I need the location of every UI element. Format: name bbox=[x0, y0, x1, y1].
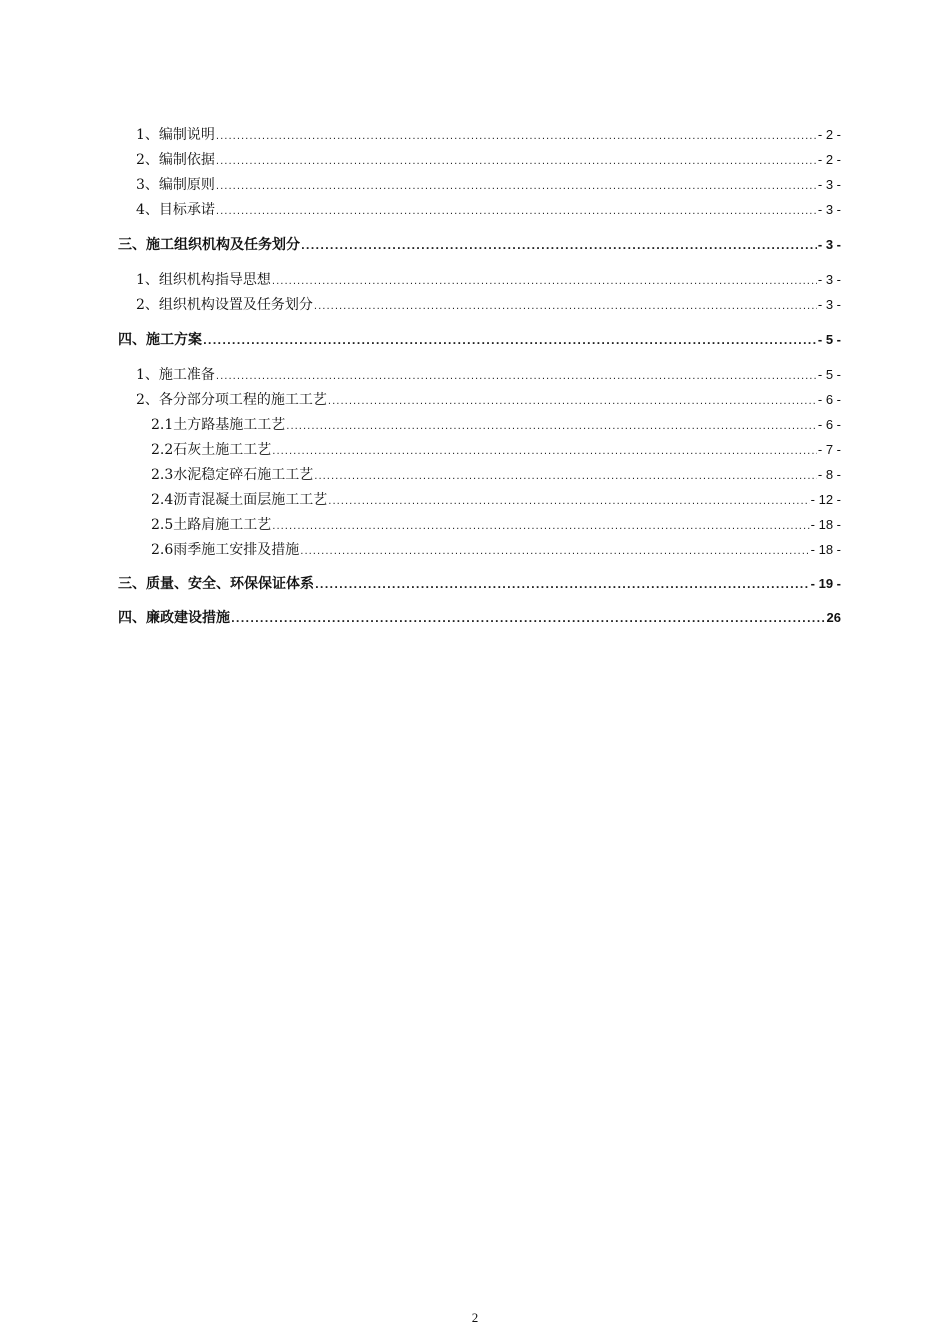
toc-entry-page: - 3 - bbox=[817, 297, 841, 312]
toc-subentry[interactable] bbox=[151, 539, 841, 561]
toc-entry-page: - 2 - bbox=[817, 127, 841, 142]
toc-entry-page: - 3 - bbox=[817, 177, 841, 192]
toc-entry-label: 4、目标承诺 bbox=[136, 202, 215, 218]
toc-entry[interactable] bbox=[136, 174, 841, 196]
toc-entry[interactable] bbox=[136, 294, 841, 316]
toc-entry-page: - 5 - bbox=[817, 332, 841, 347]
toc-entry-label: 2.2石灰土施工工艺 bbox=[151, 442, 272, 458]
toc-entry[interactable] bbox=[136, 389, 841, 411]
toc-entry-label: 2.3水泥稳定碎石施工工艺 bbox=[151, 467, 314, 483]
toc-leader-dots bbox=[328, 491, 809, 513]
toc-entry-page: - 18 - bbox=[810, 517, 841, 532]
toc-entry-page: 26 bbox=[826, 610, 841, 625]
toc-leader-dots bbox=[272, 271, 817, 293]
toc-section-entry[interactable] bbox=[118, 607, 841, 629]
toc-leader-dots bbox=[216, 201, 817, 223]
toc-entry-page: - 5 - bbox=[817, 367, 841, 382]
toc-entry-label: 2、组织机构设置及任务划分 bbox=[136, 297, 313, 313]
toc-leader-dots bbox=[328, 391, 817, 413]
toc-leader-dots bbox=[315, 575, 810, 597]
page-number: 2 bbox=[471, 1310, 479, 1325]
toc-entry-label: 2、编制依据 bbox=[136, 152, 215, 168]
toc-entry-label: 1、施工准备 bbox=[136, 367, 215, 383]
toc-leader-dots bbox=[216, 366, 817, 388]
toc-entry-label: 三、质量、安全、环保保证体系 bbox=[118, 576, 314, 592]
toc-entry-page: - 12 - bbox=[810, 492, 841, 507]
toc-entry-label: 3、编制原则 bbox=[136, 177, 215, 193]
toc-entry-page: - 3 - bbox=[817, 272, 841, 287]
toc-subentry[interactable] bbox=[151, 489, 841, 511]
toc-entry-label: 2.5土路肩施工工艺 bbox=[151, 517, 272, 533]
toc-entry-label: 1、编制说明 bbox=[136, 127, 215, 143]
toc-subentry[interactable] bbox=[151, 514, 841, 536]
toc-section-entry[interactable] bbox=[118, 329, 841, 351]
toc-entry-page: - 2 - bbox=[817, 152, 841, 167]
toc-leader-dots bbox=[314, 296, 817, 318]
toc-leader-dots bbox=[216, 176, 817, 198]
toc-entry-page: - 19 - bbox=[810, 576, 841, 591]
toc-leader-dots bbox=[216, 126, 817, 148]
toc-entry-page: - 6 - bbox=[817, 417, 841, 432]
toc-entry-label: 四、施工方案 bbox=[118, 332, 202, 348]
toc-subentry[interactable] bbox=[151, 439, 841, 461]
toc-entry[interactable] bbox=[136, 364, 841, 386]
toc-entry-page: - 18 - bbox=[810, 542, 841, 557]
toc-leader-dots bbox=[203, 331, 817, 353]
toc-entry-label: 2.1土方路基施工工艺 bbox=[151, 417, 286, 433]
toc-leader-dots bbox=[216, 151, 817, 173]
toc-leader-dots bbox=[286, 416, 817, 438]
toc-leader-dots bbox=[272, 441, 817, 463]
toc-leader-dots bbox=[272, 516, 809, 538]
toc-entry-page: - 8 - bbox=[817, 467, 841, 482]
toc-section-entry[interactable] bbox=[118, 234, 841, 256]
toc-entry-page: - 6 - bbox=[817, 392, 841, 407]
toc-entry[interactable] bbox=[136, 269, 841, 291]
toc-entry-label: 四、廉政建设措施 bbox=[118, 610, 230, 626]
toc-leader-dots bbox=[314, 466, 817, 488]
toc-entry-label: 2.6雨季施工安排及措施 bbox=[151, 542, 300, 558]
toc-entry-page: - 7 - bbox=[817, 442, 841, 457]
toc-entry-label: 2.4沥青混凝土面层施工工艺 bbox=[151, 492, 328, 508]
toc-entry[interactable] bbox=[136, 124, 841, 146]
toc-section-entry[interactable] bbox=[118, 573, 841, 595]
toc-entry-page: - 3 - bbox=[817, 202, 841, 217]
toc-entry[interactable] bbox=[136, 149, 841, 171]
toc-entry-page: - 3 - bbox=[817, 237, 841, 252]
toc-leader-dots bbox=[300, 541, 809, 563]
toc-entry-label: 1、组织机构指导思想 bbox=[136, 272, 271, 288]
toc-leader-dots bbox=[231, 609, 826, 631]
toc-entry[interactable] bbox=[136, 199, 841, 221]
toc-subentry[interactable] bbox=[151, 414, 841, 436]
toc-entry-label: 三、施工组织机构及任务划分 bbox=[118, 237, 300, 253]
toc-entry-label: 2、各分部分项工程的施工工艺 bbox=[136, 392, 327, 408]
toc-subentry[interactable] bbox=[151, 464, 841, 486]
toc-leader-dots bbox=[301, 236, 817, 258]
